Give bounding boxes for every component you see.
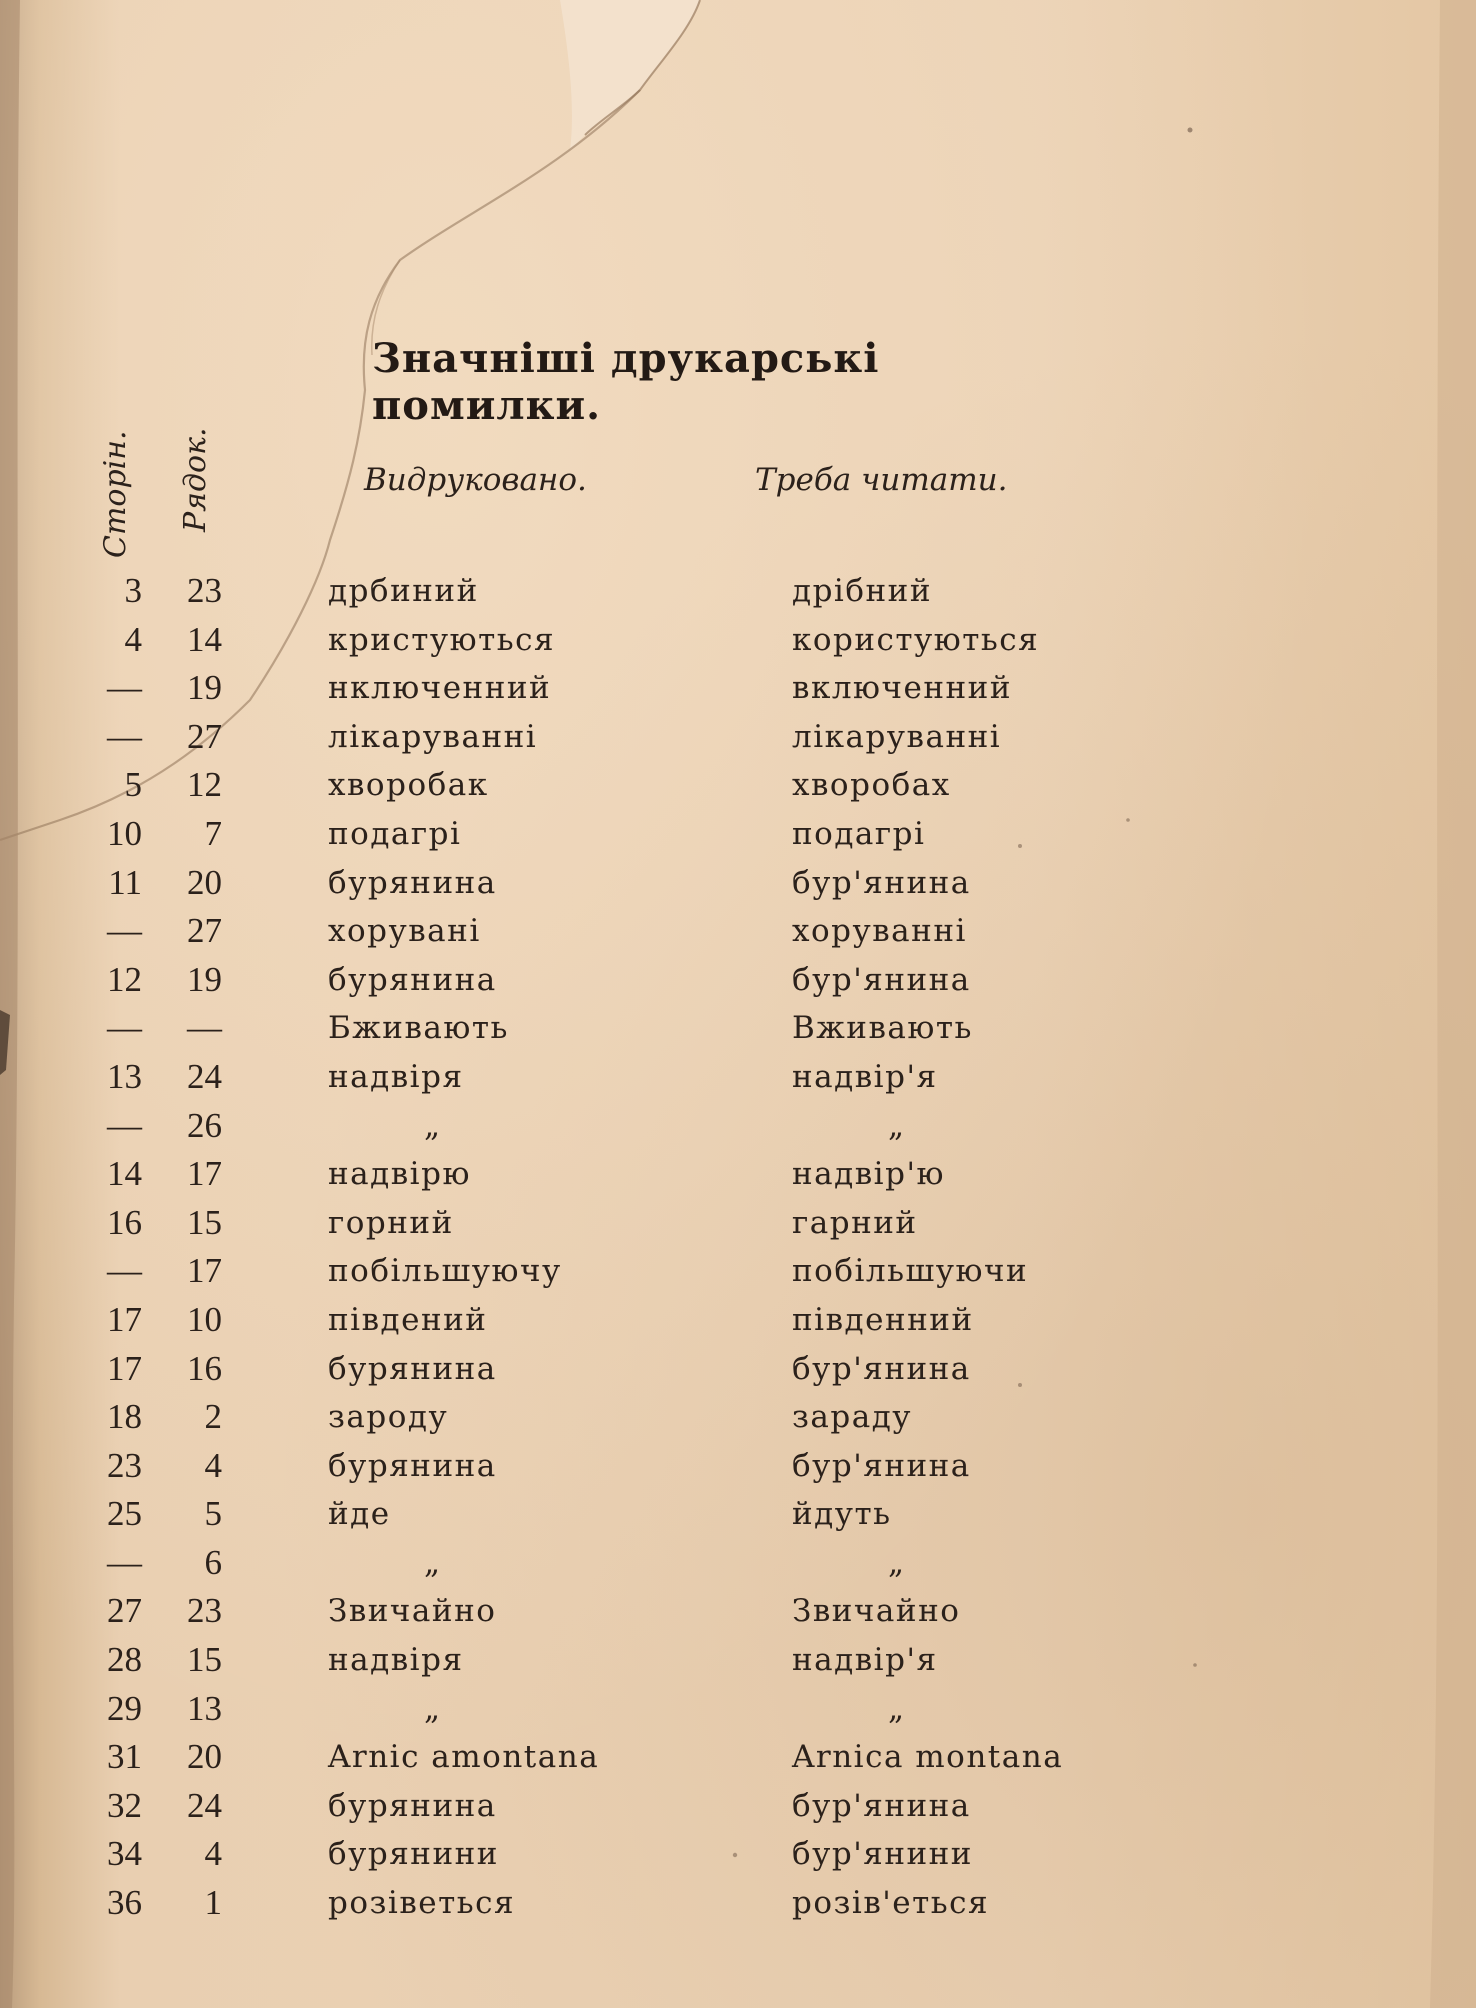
correct-text: включенний: [792, 670, 1012, 707]
printed-text: побільшуючу: [328, 1253, 562, 1290]
printed-text: подагрі: [328, 815, 462, 852]
line-number: 12: [187, 765, 222, 805]
page-number: 31: [107, 1737, 142, 1777]
page-number: 17: [107, 1348, 142, 1388]
page-number: —: [107, 1105, 142, 1145]
printed-text: йде: [328, 1496, 391, 1533]
line-number: 17: [187, 1154, 222, 1194]
line-number: 2: [204, 1397, 222, 1437]
page-number: 3: [124, 571, 142, 610]
printed-text: зароду: [328, 1399, 449, 1436]
line-number: 10: [187, 1299, 222, 1339]
correct-text: хворобах: [792, 767, 951, 804]
printed-text: хворобак: [328, 767, 489, 804]
line-number: 27: [187, 911, 222, 951]
table-row: [0, 859, 1476, 908]
line-number: 24: [187, 1056, 222, 1096]
printed-text: кристуються: [328, 621, 556, 658]
ditto-mark: „: [424, 1690, 442, 1727]
line-number: 24: [187, 1785, 222, 1825]
printed-text: надвірю: [328, 1156, 471, 1193]
page-number: 29: [107, 1688, 142, 1728]
table-row: [0, 810, 1476, 859]
table-row: [0, 1782, 1476, 1831]
correct-text: бур'янина: [792, 864, 971, 901]
page-number: 32: [107, 1785, 142, 1825]
correct-text: надвір'я: [792, 1642, 938, 1679]
correct-text: гарний: [792, 1204, 918, 1241]
page-number: —: [107, 1008, 142, 1048]
page-number: 18: [107, 1397, 142, 1437]
correct-text: розів'еться: [792, 1885, 990, 1922]
line-number: 16: [187, 1348, 222, 1388]
line-number: 13: [187, 1688, 222, 1728]
table-row: [0, 1830, 1476, 1879]
correct-text: Вживають: [792, 1010, 973, 1047]
line-number: 26: [187, 1105, 222, 1145]
page-number: 34: [107, 1834, 142, 1874]
table-row: [0, 1345, 1476, 1394]
column-header-printed: Видруковано.: [364, 462, 587, 498]
line-number: 27: [187, 716, 222, 756]
ditto-mark: „: [888, 1544, 906, 1581]
page-number: 23: [107, 1445, 142, 1485]
errata-table: [0, 567, 1476, 1928]
page-number: 17: [107, 1299, 142, 1339]
line-number: 15: [187, 1202, 222, 1242]
printed-text: нключенний: [328, 670, 552, 707]
page-number: —: [107, 1542, 142, 1582]
correct-text: надвір'ю: [792, 1156, 945, 1193]
page-number: 12: [107, 959, 142, 999]
printed-text: Бживають: [328, 1010, 509, 1047]
line-number: 15: [187, 1640, 222, 1680]
printed-text: дрбиний: [328, 573, 479, 609]
page-number: 10: [107, 813, 142, 853]
table-row: [0, 567, 1476, 616]
line-number: 5: [204, 1494, 222, 1534]
table-row: [0, 1539, 1476, 1588]
table-row: [0, 1879, 1476, 1928]
printed-text: бурянина: [328, 1787, 497, 1824]
printed-text: південий: [328, 1301, 488, 1338]
table-row: [0, 1247, 1476, 1296]
table-row: [0, 1442, 1476, 1491]
table-row: [0, 1587, 1476, 1636]
page-number: 5: [124, 765, 142, 805]
table-row: [0, 664, 1476, 713]
printed-text: Звичайно: [328, 1593, 497, 1630]
line-number: 14: [187, 619, 222, 659]
page-title: Значніші друкарські помилки.: [372, 335, 880, 429]
line-number: —: [187, 1008, 222, 1048]
page-number: —: [107, 911, 142, 951]
correct-text: бур'янина: [792, 1350, 971, 1387]
page-number: 25: [107, 1494, 142, 1534]
correct-text: зараду: [792, 1399, 913, 1436]
column-header-page: Сторін.: [98, 430, 133, 558]
printed-text: розіветься: [328, 1885, 516, 1922]
table-row: [0, 1199, 1476, 1248]
line-number: 7: [204, 813, 222, 853]
page-number: —: [107, 1251, 142, 1291]
correct-text: лікаруванні: [792, 718, 1002, 755]
page-number: 14: [107, 1154, 142, 1194]
correct-text: південний: [792, 1301, 974, 1338]
page-number: 27: [107, 1591, 142, 1631]
table-row: [0, 1685, 1476, 1734]
ditto-mark: „: [424, 1544, 442, 1581]
table-row: [0, 713, 1476, 762]
table-row: [0, 1004, 1476, 1053]
column-header-correct: Треба читати.: [755, 462, 1008, 498]
correct-text: подагрі: [792, 815, 926, 852]
ditto-mark: „: [888, 1690, 906, 1727]
printed-text: хорувані: [328, 913, 481, 950]
table-row: [0, 1393, 1476, 1442]
page-number: 36: [107, 1883, 142, 1923]
correct-text: йдуть: [792, 1496, 892, 1533]
printed-text: надвіря: [328, 1058, 464, 1095]
correct-text: користуються: [792, 621, 1040, 658]
printed-text: бурянина: [328, 1350, 497, 1387]
table-row: [0, 956, 1476, 1005]
line-number: 6: [204, 1542, 222, 1582]
correct-text: Звичайно: [792, 1593, 961, 1630]
printed-text: лікаруванні: [328, 718, 538, 755]
line-number: 20: [187, 862, 222, 902]
correct-text: бур'янина: [792, 1787, 971, 1824]
line-number: 19: [187, 668, 222, 708]
page-number: 13: [107, 1056, 142, 1096]
correct-text: хоруванні: [792, 913, 967, 950]
table-row: [0, 1150, 1476, 1199]
table-row: [0, 1296, 1476, 1345]
page-number: 11: [108, 862, 142, 902]
page-number: 28: [107, 1640, 142, 1680]
table-row: [0, 616, 1476, 665]
page-number: —: [107, 668, 142, 708]
line-number: 20: [187, 1737, 222, 1777]
table-row: [0, 1102, 1476, 1151]
table-row: [0, 1490, 1476, 1539]
line-number: 23: [187, 1591, 222, 1631]
line-number: 1: [204, 1883, 222, 1923]
page-number: 16: [107, 1202, 142, 1242]
line-number: 19: [187, 959, 222, 999]
line-number: 4: [204, 1834, 222, 1874]
correct-text: бур'янини: [792, 1836, 973, 1873]
printed-text: бурянина: [328, 864, 497, 901]
page-number: —: [107, 716, 142, 756]
printed-text: Arnic amontana: [328, 1739, 600, 1776]
line-number: 4: [204, 1445, 222, 1485]
correct-text: бур'янина: [792, 1447, 971, 1484]
correct-text: дрібний: [792, 573, 932, 609]
printed-text: горний: [328, 1204, 454, 1241]
table-row: [0, 1053, 1476, 1102]
column-header-line: Рядок.: [178, 427, 213, 532]
line-number: 17: [187, 1251, 222, 1291]
correct-text: бур'янина: [792, 961, 971, 998]
table-row: [0, 1636, 1476, 1685]
table-row: [0, 761, 1476, 810]
correct-text: надвір'я: [792, 1058, 938, 1095]
ditto-mark: „: [424, 1107, 442, 1144]
table-row: [0, 1733, 1476, 1782]
table-row: [0, 907, 1476, 956]
correct-text: побільшуючи: [792, 1253, 1029, 1290]
ditto-mark: „: [888, 1107, 906, 1144]
page-number: 4: [124, 619, 142, 659]
printed-text: бурянини: [328, 1836, 499, 1873]
printed-text: бурянина: [328, 1447, 497, 1484]
correct-text: Arnica montana: [792, 1739, 1064, 1776]
printed-text: надвіря: [328, 1642, 464, 1679]
line-number: 23: [187, 571, 222, 610]
printed-text: бурянина: [328, 961, 497, 998]
